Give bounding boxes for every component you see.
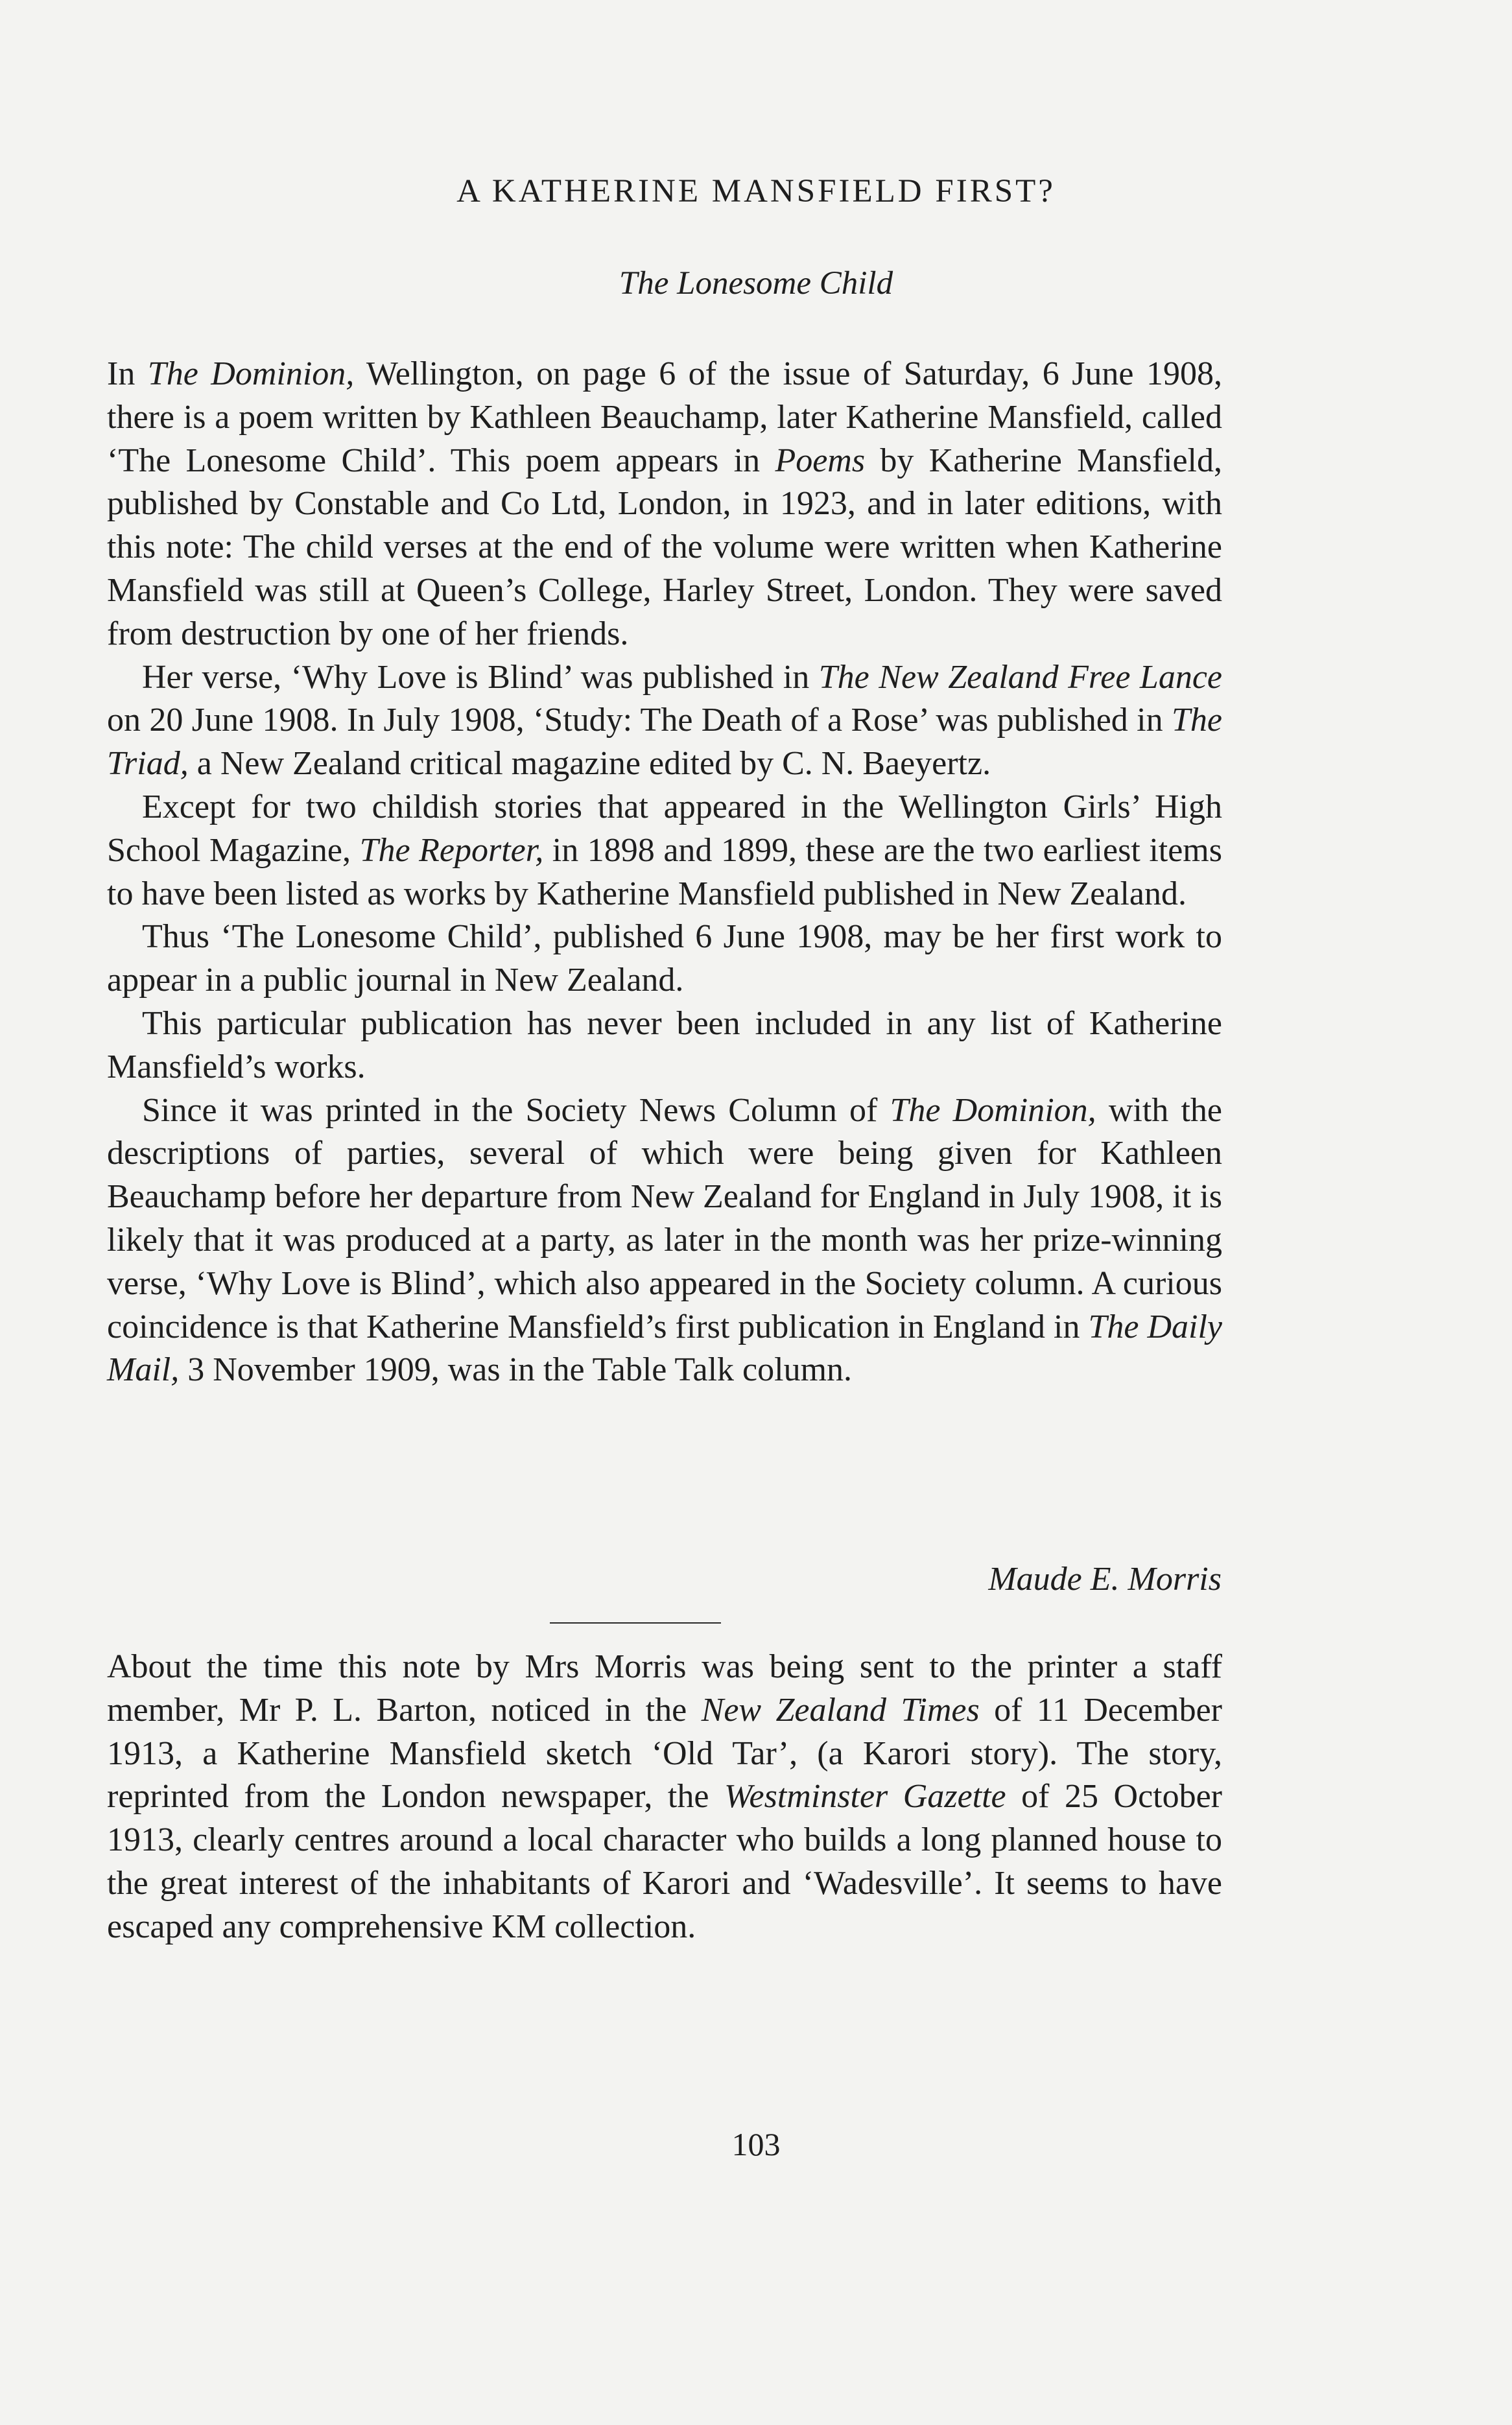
paragraph-2-italic-triad: The Triad, xyxy=(107,702,1222,783)
paragraph-1-text-e: by Katherine Mansfield, published by Constable and Co Ltd, London, in 1923, and in later editions, with this note: The child verses at the end of the volume were written when Katherine Mansfield was still at Queen’s College, Harley Street, London. They were saved from destruction by one of her friends. xyxy=(107,442,1222,652)
paragraph-6-text-c: with the descriptions of parties, several of which were being given for Kathleen Beauchamp before her departure from New Zealand for England in July 1908, it is likely that it was produced at a party, as later in the month was her prize-winning verse, ‘Why Love is Blind’, which also appeared in the Society column. A curious coincidence is that Katherine Mansfield’s first publication in England in xyxy=(107,1091,1222,1345)
paragraph-6 xyxy=(107,1089,1222,1393)
paragraph-2-italic-free-lance: The New Zealand Free Lance xyxy=(818,658,1222,696)
paragraph-3-italic-reporter: The Reporter, xyxy=(359,831,544,869)
page-number: 103 xyxy=(731,2126,781,2162)
article-title: A KATHERINE MANSFIELD FIRST? xyxy=(456,173,1056,209)
paragraph-1-italic-poems: Poems xyxy=(775,442,866,479)
paragraph-6-text-e: 3 November 1909, was in the Table Talk column. xyxy=(179,1351,853,1389)
paragraph-4: Thus ‘The Lonesome Child’, published 6 June 1908, may be her first work to appear in a public journal in New Zealand. xyxy=(107,918,1222,999)
paragraph-7 xyxy=(107,1646,1222,1949)
paragraph-2-text-e: a New Zealand critical magazine edited by C. N. Baeyertz. xyxy=(188,745,991,783)
article-body xyxy=(107,353,1222,1392)
paragraph-7-italic-westminster: Westminster Gazette xyxy=(724,1778,1006,1816)
paragraph-7-italic-nz-times: New Zealand Times xyxy=(701,1691,980,1729)
paragraph-2 xyxy=(107,656,1222,786)
paragraph-3-text-c: in 1898 and 1899, these are the two earliest items to have been listed as works by Katherine Mansfield published in New Zealand. xyxy=(107,831,1222,912)
editorial-note xyxy=(107,1646,1222,1949)
article-subtitle: The Lonesome Child xyxy=(619,265,893,302)
paragraph-3 xyxy=(107,786,1222,916)
paragraph-6-italic-dominion: The Dominion, xyxy=(890,1091,1096,1129)
paragraph-7-text-a: About the time this note by Mrs Morris was being sent to the printer a staff member, Mr P. L. Barton, noticed in the xyxy=(107,1648,1222,1729)
paragraph-1 xyxy=(107,353,1222,656)
paragraph-3-text-a: Except for two childish stories that appeared in the Wellington Girls’ High School Magazine, xyxy=(107,788,1222,869)
paragraph-7-text-c: of 11 December 1913, a Katherine Mansfield sketch ‘Old Tar’, (a Karori story). The story, reprinted from the London newspaper, the xyxy=(107,1691,1222,1816)
paragraph-7-text-e: of 25 October 1913, clearly centres around a local character who builds a long planned house to the great interest of the inhabitants of Karori and ‘Wadesville’. It seems to have escaped any comprehensive KM collection. xyxy=(107,1778,1222,1945)
section-divider xyxy=(550,1622,721,1624)
paragraph-2-text-c: on 20 June 1908. In July 1908, ‘Study: The Death of a Rose’ was published in xyxy=(107,702,1172,739)
paragraph-1-italic-dominion: The Dominion, xyxy=(147,355,355,392)
paragraph-6-text-a: Since it was printed in the Society News Column of xyxy=(142,1091,890,1129)
paragraph-2-text-a: Her verse, ‘Why Love is Blind’ was published in xyxy=(142,658,819,696)
author-signature: Maude E. Morris xyxy=(988,1561,1222,1598)
paragraph-6-italic-daily-mail: The Daily Mail, xyxy=(107,1308,1223,1389)
paragraph-5: This particular publication has never been included in any list of Katherine Mansfield’s works. xyxy=(107,1004,1222,1085)
paragraph-1-text-c: Wellington, on page 6 of the issue of Saturday, 6 June 1908, there is a poem written by Kathleen Beauchamp, later Katherine Mansfield, called ‘The Lonesome Child’. This poem appears in xyxy=(107,355,1222,479)
paragraph-1-text-a: In xyxy=(107,355,148,392)
